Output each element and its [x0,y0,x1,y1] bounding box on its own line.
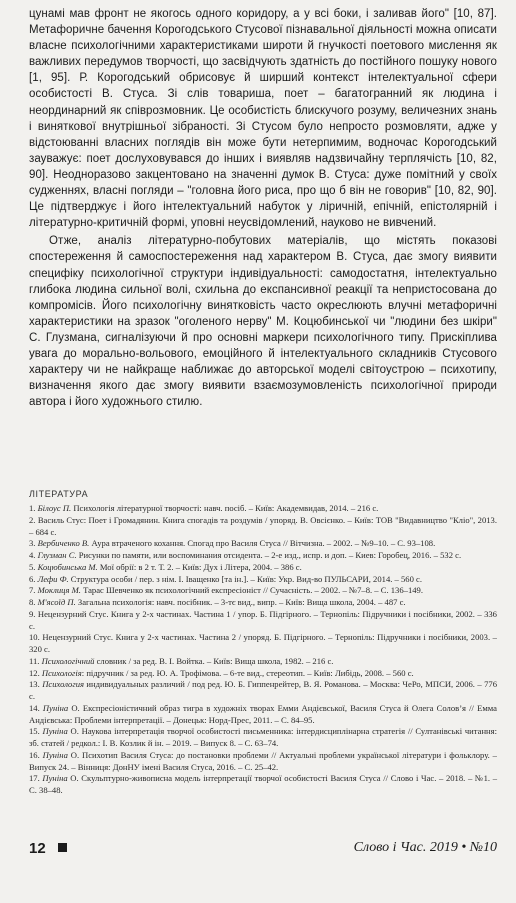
reference-number: 6. [29,573,36,584]
body-paragraph-1: цунамі мав фронт не якогось одного коридору, а у всі боки, і заливав його" [10, 87]. Метафоричне бачення Корогодського Стусової пізнавальної діяльності можна описати власне психологічними характеристиками широти й гнучкості поетового мислення як важливих передумов творчості, що засвідчують здатність до постійного пошуку нового [1, 95]. Р. Корогодський обрисовує й ширший контекст інтелектуальної сфери особистості В. Стуса. Зі слів товариша, поет – багатогранний як людина і неординарний як співрозмовник. Це особистість блискучого розуму, величезних знань і виняткової внутрішньої зібраності. Зі Стусом було непросто розмовляти, адже у відстоюванні власних поглядів він може бути нетерпимим, водночас Корогодський зауважує: поет дослуховувався до інших і виявляв надзвичайну терплячість [10, 82, 90]. Неодноразово закцентовано на значенні думок В. Стуса: дуже помітний у своїх судженнях, власні погляди – "головна його риса, про що б він не говорив" [10, 82, 90]. Це підтверджує і його інтелектуальний набуток у ліричній, епічній, епістолярній і літературно-критичній формі, уповні неусвідомлений, науково не вивчений. [29,8,497,230]
references-list [29,503,497,797]
reference-number: 4. [29,550,36,560]
reference-number: 11. [29,655,40,666]
reference-author: Глузман С. [37,550,77,560]
reference-text: Психологія літературної творчості: навч. посіб. – Київ: Академвидав, 2014. – 216 с. [71,503,379,513]
reference-author: Вербиченко В. [37,538,90,549]
reference-item [29,726,497,750]
reference-text: Рисунки по памяти, или воспоминания отсидента. – 2-е изд., испр. и доп. – Киев: Горобец, 2016. – 532 с. [76,550,462,560]
reference-number: 5. [29,561,36,572]
reference-text: Нецензурний Стус. Книга у 2-х частинах. Частина 2 / упоряд. Б. Підгірного. – Тернопіль: Підручники і посібники, 2003. – 320 с. [29,632,497,654]
reference-number: 15. [29,726,40,737]
reference-item [29,550,497,562]
reference-author: Пуніна [42,773,68,784]
journal-title: Слово і Час. 2019 • №10 [353,840,497,855]
reference-number: 3. [29,538,36,549]
reference-number: 16. [29,749,40,760]
reference-number: 10. [29,632,40,643]
reference-item [29,585,497,597]
reference-item [29,515,497,539]
reference-author: Пуніна [42,749,68,760]
reference-author: Психологічний [41,655,95,666]
reference-text: Василь Стус: Поет і Громадянин. Книга спогадів та роздумів / упоряд. В. Овсієнко. – Київ: ТОВ "Видавництво "Кліо", 2013. – 684 с. [29,514,498,537]
reference-item [29,574,497,586]
reference-text: Мої обрії: в 2 т. Т. 2. – Київ: Дух і Літера, 2004. – 386 с. [97,561,302,572]
reference-item [29,503,497,515]
reference-number: 2. [29,514,36,525]
reference-author: Психология [42,679,84,690]
reference-text: Нецензурний Стус. Книга у 2-х частинах. Частина 1 / упор. Б. Підгірного. – Тернопіль: Підручники і посібники, 2002. – 336 с. [29,608,497,631]
reference-item [29,773,497,797]
reference-text: Структура особи / пер. з нім. І. Іващенко [та ін.]. – Київ: Укр. Вид-во ПУЛЬСАРИ, 2014. – 560 с. [68,573,422,584]
reference-number: 17. [29,773,40,784]
page-number: 12 [29,840,46,857]
reference-number: 1. [29,503,36,513]
reference-number: 8. [29,597,36,607]
reference-text: О. Експресіоністичний образ тигра в художніх творах Емми Андієвської, Василя Стуса й Олега Соловʼя // Емма Андієвська: Проблеми інтерпретації. – Донецьк: Норд-Прес, 2011. – С. 84–95. [29,702,497,725]
reference-text: О. Скульптурно-живописна модель інтерпретації творчої особистості Василя Стуса // Слово і Час. – 2018. – №1. – С. 38–48. [29,773,497,795]
reference-item [29,597,497,609]
reference-text: словник / за ред. В. І. Войтка. – Київ: Вища школа, 1982. – 216 с. [94,655,334,666]
reference-item [29,609,497,633]
references-heading: ЛІТЕРАТУРА [29,489,89,499]
reference-item [29,668,497,680]
reference-text: О. Наукова інтерпретація творчої особистості письменника: інтердисциплінарна стратегія // Султанівські читання: зб. статей / редкол.: І. В. Козлик й ін. – 2019. – Випуск 8. – С. 63–74. [29,726,497,748]
reference-number: 12. [29,667,40,678]
square-marker-icon [58,843,67,852]
reference-text: Аура втраченого кохання. Спогад про Василя Стуса // Вітчизна. – 2002. – №9–10. – С. 93–108. [89,538,436,549]
reference-item [29,656,497,668]
reference-text: О. Психотип Василя Стуса: до постановки проблеми // Актуальні проблеми української літератури і фольклору. – Випуск 24. – Вінниця: ДонНУ імені Василя Стуса, 2016. – С. 25–42. [29,749,497,772]
reference-text: : підручник / за ред. Ю. А. Трофімова. – 6-те вид., стереотип. – Київ: Либідь, 2008. – 560 с. [81,667,414,678]
reference-item [29,750,497,774]
reference-number: 13. [29,679,40,690]
reference-author: Пуніна [42,702,69,713]
reference-author: Психологія [41,667,82,678]
page-footer [0,840,516,868]
reference-number: 7. [29,585,36,596]
reference-item [29,703,497,727]
reference-item [29,632,497,656]
reference-item [29,538,497,550]
reference-number: 14. [29,702,40,713]
reference-author: Пуніна [42,726,68,737]
reference-text: Тарас Шевченко як психологічний експресіоніст // Сучасність. – 2002. – №7–8. – С. 136–149. [80,585,423,596]
reference-text: индивидуальных различий / под ред. Ю. Б. Гиппенрейтер, В. Я. Романова. – Москва: ЧеРо, МПСИ, 2006. – 776 с. [29,679,497,701]
reference-author: Моклиця М. [37,585,81,596]
article-body [29,6,497,410]
reference-number: 9. [29,608,36,619]
reference-item [29,562,497,574]
body-paragraph-2: Отже, аналіз літературно-побутових матеріалів, що містять показові спостереження й самоспостереження над характером В. Стуса, дає змогу виявити специфіку психологічної структури індивідуальності: самодостатня, інтелектуально глибока людина сильної волі, схильна до експансивної реакції та непристосована до компромісів. Його психологічну винятковість часто окреслюють влучні метафоричні характеристики на зразок "оголеного нерву" М. Коцюбинської чи "людини без шкіри" С. Глузмана, сигналізуючи й про основні маркери психологічного типу. Прискіплива увага до морально-вольового, емоційного й інтелектуального складників Стусового характеру чи не найкраще наближає до авторської моделі світоустрою – психотипу, визначення якого дає змогу виявити взаємозумовленість психологічної природи автора і його художнього стилю. [29,235,497,409]
reference-author: М'ясоїд П. [37,597,76,607]
reference-author: Білоус П. [37,503,72,513]
reference-item [29,679,497,703]
reference-text: Загальна психологія: навч. посібник. – 3-тє вид., випр. – Київ: Вища школа, 2004. – 487 с. [75,597,406,607]
reference-author: Лефи Ф. [37,573,69,584]
reference-author: Коцюбинська М. [37,561,98,572]
